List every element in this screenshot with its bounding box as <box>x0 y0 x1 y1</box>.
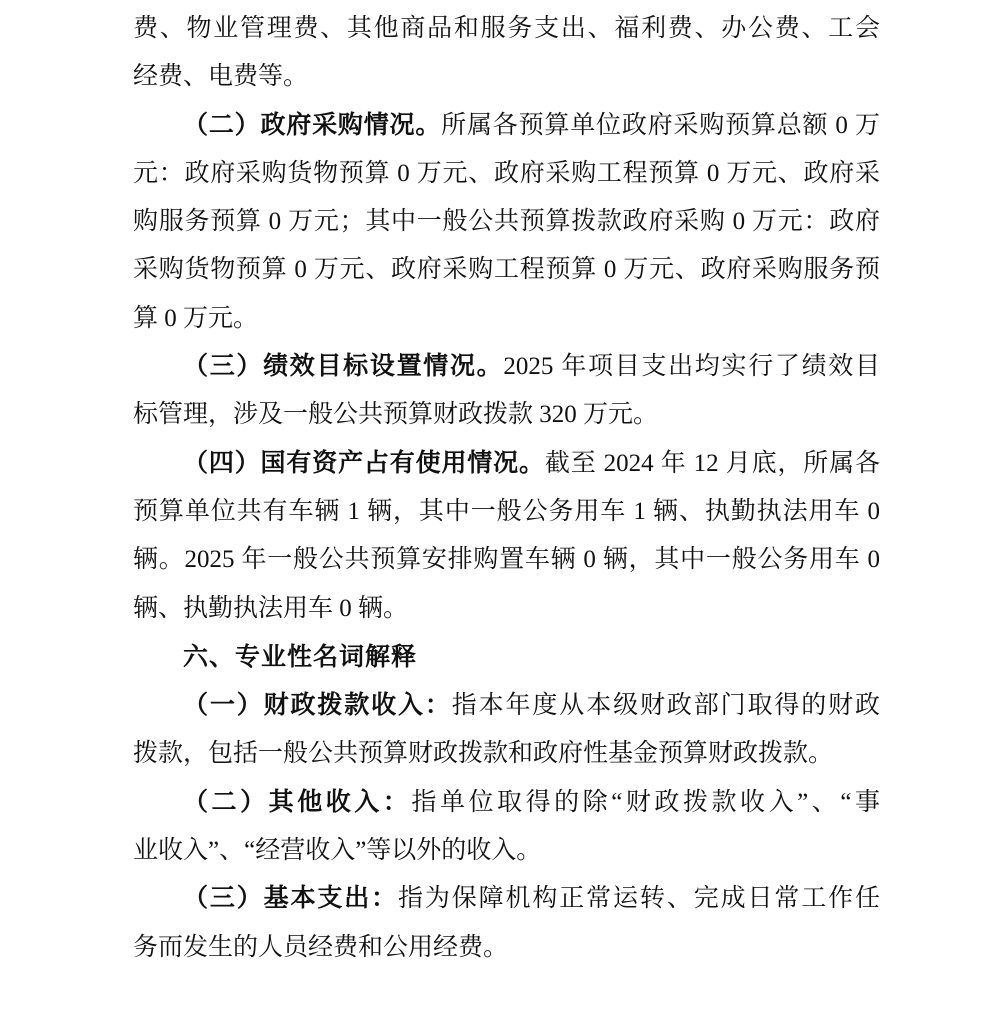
body-text: 拨款，包括一般公共预算财政拨款和政府性基金预算财政拨款。 <box>133 740 834 768</box>
subheading-bold: （二）政府采购情况。 <box>183 111 442 139</box>
text-line <box>133 827 880 875</box>
text-line <box>133 150 880 198</box>
text-line-basic-expenditure-heading <box>133 875 880 923</box>
subheading-bold: （一）财政拨款收入： <box>183 692 452 720</box>
body-text: 业收入”、“经营收入”等以外的收入。 <box>133 837 542 865</box>
subheading-bold: （三）基本支出： <box>183 885 399 913</box>
body-text: 2025 年项目支出均实行了绩效目 <box>503 353 880 381</box>
text-line <box>133 246 880 294</box>
text-line <box>133 924 880 972</box>
text-line <box>133 5 880 53</box>
text-line <box>133 391 880 439</box>
body-text: 务而发生的人员经费和公用经费。 <box>133 933 509 961</box>
section-heading-glossary <box>133 633 880 682</box>
body-text: 算 0 万元。 <box>133 304 259 332</box>
body-text: 辆。2025 年一般公共预算安排购置车辆 0 辆，其中一般公务用车 0 <box>133 546 880 574</box>
section-heading-text: 六、专业性名词解释 <box>183 642 418 671</box>
body-text: 指单位取得的除“财政拨款收入”、“事 <box>411 788 880 816</box>
body-text: 元：政府采购货物预算 0 万元、政府采购工程预算 0 万元、政府采 <box>133 159 880 187</box>
body-text: 辆、执勤执法用车 0 辆。 <box>133 594 409 622</box>
text-line <box>133 198 880 246</box>
body-text: 经费、电费等。 <box>133 63 309 91</box>
text-line-performance-heading <box>133 343 880 391</box>
text-line <box>133 295 880 343</box>
body-text: 费、物业管理费、其他商品和服务支出、福利费、办公费、工会 <box>133 15 880 42</box>
body-text: 所属各预算单位政府采购预算总额 0 万 <box>441 111 880 139</box>
text-line <box>133 488 880 536</box>
text-line <box>133 536 880 584</box>
body-text: 购服务预算 0 万元；其中一般公共预算拨款政府采购 0 万元：政府 <box>133 208 880 236</box>
text-line-procurement-heading <box>133 102 880 150</box>
text-line <box>133 730 880 778</box>
subheading-bold: （四）国有资产占有使用情况。 <box>183 449 545 477</box>
body-text: 采购货物预算 0 万元、政府采购工程预算 0 万元、政府采购服务预 <box>133 256 880 284</box>
body-text: 指本年度从本级财政部门取得的财政 <box>451 692 880 720</box>
text-line-fiscal-income-heading <box>133 682 880 730</box>
text-line-assets-heading <box>133 440 880 488</box>
subheading-bold: （三）绩效目标设置情况。 <box>183 353 504 381</box>
body-text: 预算单位共有车辆 1 辆，其中一般公务用车 1 辆、执勤执法用车 0 <box>133 497 880 525</box>
text-line <box>133 585 880 633</box>
body-text: 指为保障机构正常运转、完成日常工作任 <box>398 885 880 913</box>
body-text: 截至 2024 年 12 月底，所属各 <box>544 449 880 477</box>
text-line <box>133 53 880 101</box>
text-line-other-income-heading <box>133 779 880 827</box>
subheading-bold: （二）其他收入： <box>183 788 412 816</box>
body-text: 标管理，涉及一般公共预算财政拨款 320 万元。 <box>133 401 659 429</box>
